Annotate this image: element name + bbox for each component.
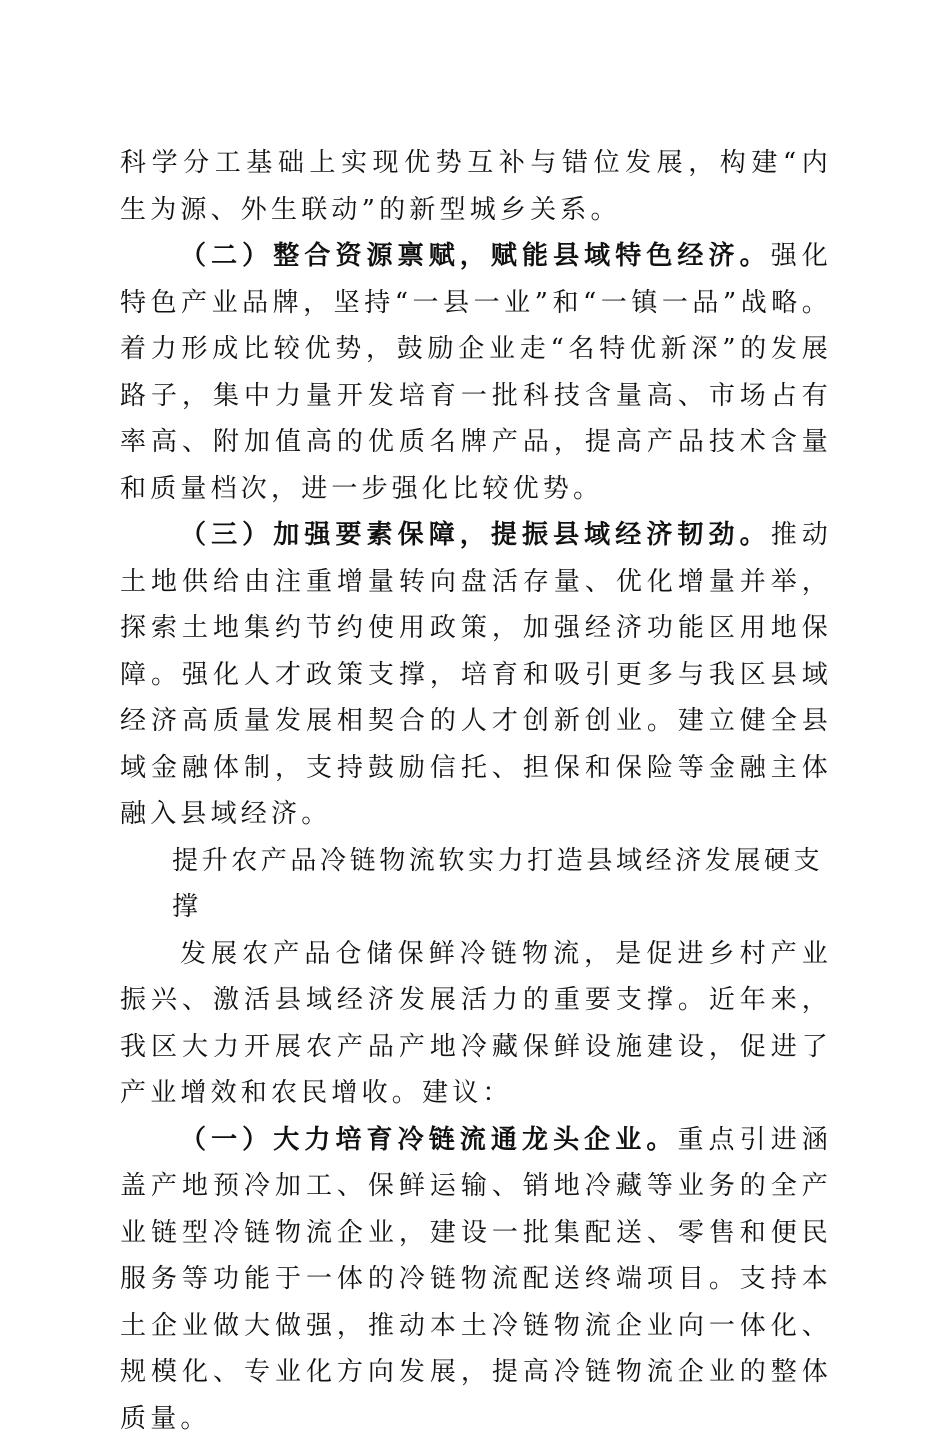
paragraph-text: 推动土地供给由注重增量转向盘活存量、优化增量并举，探索土地集约节约使用政策，加强经济功能区用地保障。强化人才政策支撑，培育和吸引更多与我区县域经济高质量发展相契合的人才创新创业。建立健全县域金融体制，支持鼓励信托、担保和保险等金融主体融入县域经济。: [120, 520, 832, 829]
document-page: [120, 140, 832, 1442]
paragraph-text: 发展农产品仓储保鲜冷链物流，是促进乡村产业振兴、激活县域经济发展活力的重要支撑。近年来，我区大力开展农产品产地冷藏保鲜设施建设，促进了产业增效和农民增收。建议：: [120, 939, 832, 1109]
paragraph-text: 重点引进涵盖产地预冷加工、保鲜运输、销地冷藏等业务的全产业链型冷链物流企业，建设一批集配送、零售和便民服务等功能于一体的冷链物流配送终端项目。支持本土企业做大做强，推动本土冷链物流企业向一体化、规模化、专业化方向发展，提高冷链物流企业的整体质量。: [120, 1125, 832, 1434]
paragraph-section-three: [120, 512, 832, 838]
paragraph-section-one: [120, 1117, 832, 1442]
article-title: 提升农产品冷链物流软实力打造县域经济发展硬支撑: [120, 838, 832, 931]
paragraph-text: 科学分工基础上实现优势互补与错位发展，构建“内生为源、外生联动”的新型城乡关系。: [120, 148, 832, 225]
section-heading-three: （三）加强要素保障，提振县域经济韧劲。: [180, 520, 771, 550]
paragraph-text: 强化特色产业品牌，坚持“一县一业”和“一镇一品”战略。着力形成比较优势，鼓励企业走“名特优新深”的发展路子，集中力量开发培育一批科技含量高、市场占有率高、附加值高的优质名牌产品，提高产品技术含量和质量档次，进一步强化比较优势。: [120, 241, 832, 504]
paragraph-intro: [120, 931, 832, 1117]
section-heading-two: （二）整合资源禀赋，赋能县域特色经济。: [180, 241, 771, 271]
section-heading-one: （一）大力培育冷链流通龙头企业。: [180, 1125, 677, 1155]
paragraph-continuation: [120, 140, 832, 233]
paragraph-section-two: [120, 233, 832, 512]
